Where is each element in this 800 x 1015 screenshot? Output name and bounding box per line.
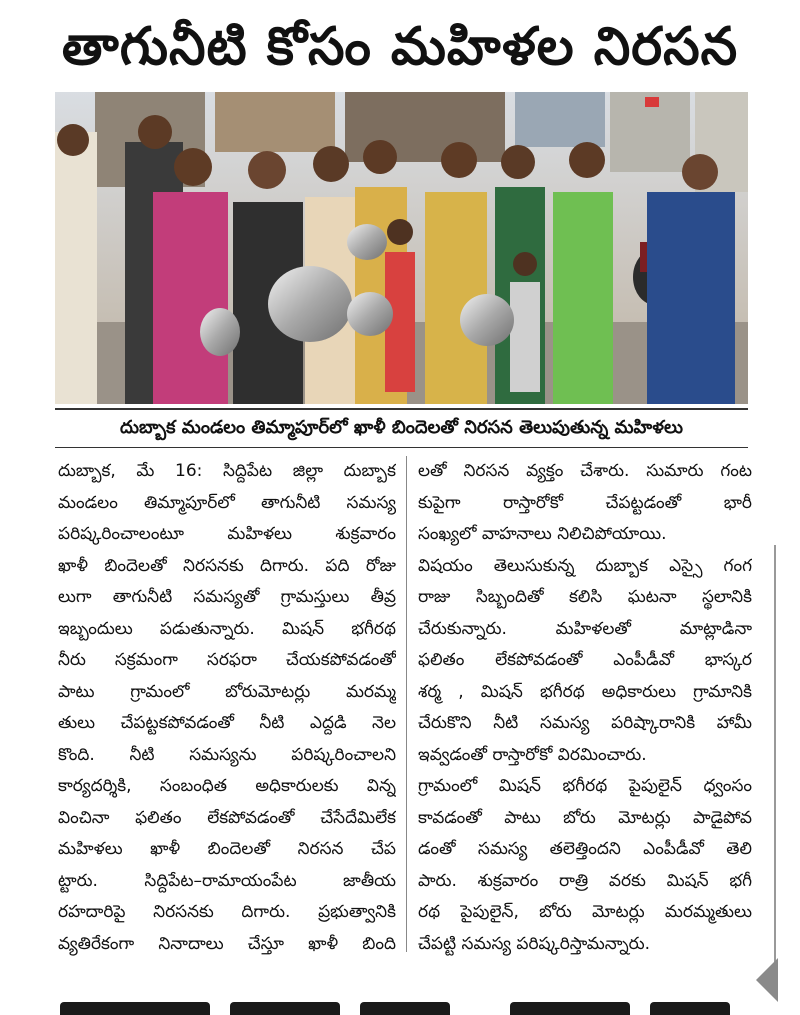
article-line: రథ పైపులైన్, బోరు మోటర్లు మరమ్మతులు (418, 902, 752, 922)
article-line: విషయం తెలుసుకున్న దుబ్బాక ఎస్సై గంగ (418, 555, 752, 576)
article-line: ఇవ్వడంతో రాస్తారోకో విరమించారు. (418, 744, 647, 765)
article-line: ట్టారు. సిద్దిపేట–రామాయంపేట జాతీయ (58, 870, 396, 891)
next-headline-cropped (40, 992, 760, 1015)
article-line: పాటు గ్రామంలో బోరుమోటర్లు మరమ్మ (58, 681, 396, 702)
caption-rule-bottom (55, 447, 748, 448)
article-line: ఫలితం లేకపోవడంతో ఎంపీడీవో భాస్కర (418, 650, 752, 670)
column-divider (406, 456, 407, 952)
article-line: లుగా తాగునీటి సమస్యతో గ్రామస్తులు తీవ్ర (58, 587, 396, 607)
article-line: రహదారిపై నిరసనకు దిగారు. ప్రభుత్వానికి (58, 902, 396, 922)
article-line: చేరుకొని నీటి సమస్య పరిష్కారానికి హామీ (418, 713, 752, 733)
article-column-left (58, 456, 396, 956)
article-line: వించినా ఫలితం లేకపోవడంతో చేసేదేమిలేక (58, 807, 396, 828)
article-line: శర్మ , మిషన్ భగీరథ అధికారులు గ్రామానికి (418, 681, 752, 702)
article-line: పారు. శుక్రవారం రాత్రి వరకు మిషన్ భగీ (418, 870, 752, 891)
article-line: చేరుకున్నారు. మహిళలతో మాట్లాడినా (418, 618, 752, 639)
article-line: దుబ్బాక, మే 16: సిద్దిపేట జిల్లా దుబ్బాక (58, 461, 396, 481)
article-line: ఖాళీ బిందెలతో నిరసనకు దిగారు. పది రోజు (58, 555, 396, 576)
article-line: కుపైగా రాస్తారోకో చేపట్టడంతో భారీ (418, 492, 752, 513)
article-line: నీరు సక్రమంగా సరఫరా చేయకపోవడంతో (58, 650, 396, 670)
article-column-right (418, 456, 752, 956)
photo-caption: దుబ్బాక మండలం తిమ్మాపూర్‌లో ఖాళీ బిందెలతో నిరసన తెలుపుతున్న మహిళలు (120, 417, 683, 438)
article-line: గ్రామంలో మిషన్ భగీరథ పైపులైన్ ధ్వంసం (418, 776, 752, 796)
article-line: చేపట్టి సమస్య పరిష్కరిస్తామన్నారు. (418, 933, 651, 954)
article-line: రాజు సిబ్బందితో కలిసి ఘటనా స్థలానికి (418, 587, 752, 607)
article-line: డంతో సమస్య తలెత్తిందని ఎంపీడీవో తెలి (418, 839, 752, 859)
article-line: తులు చేపట్టకపోవడంతో నీటి ఎద్దడి నెల (58, 713, 396, 733)
article-line: కొంది. నీటి సమస్యను పరిష్కరించాలని (58, 744, 396, 765)
article-line: సంఖ్యలో వాహనాలు నిలిచిపోయాయి. (418, 524, 667, 544)
article-line: పరిష్కరించాలంటూ మహిళలు శుక్రవారం (58, 524, 396, 544)
article-line: కార్యదర్శికి, సంబంధిత అధికారులకు విన్న (58, 776, 396, 796)
article-line: లతో నిరసన వ్యక్తం చేశారు. సుమారు గంట (418, 461, 752, 481)
article-line: మహిళలు ఖాళీ బిందెలతో నిరసన చేప (58, 839, 396, 859)
page-edge-rule (774, 545, 776, 995)
women-with-empty-pots-protest-photo (55, 92, 748, 404)
article-line: ఇబ్బందులు పడుతున్నారు. మిషన్ భగీరథ (58, 618, 396, 639)
article-line: మండలం తిమ్మాపూర్‌లో తాగునీటి సమస్య (58, 492, 396, 513)
headline: తాగునీటి కోసం మహిళల నిరసన (61, 17, 739, 77)
article-line: వ్యతిరేకంగా నినాదాలు చేస్తూ ఖాళీ బింది (58, 933, 396, 954)
article-line: కావడంతో పాటు బోరు మోటర్లు పాడైపోవ (418, 807, 752, 828)
news-photo (55, 92, 748, 404)
